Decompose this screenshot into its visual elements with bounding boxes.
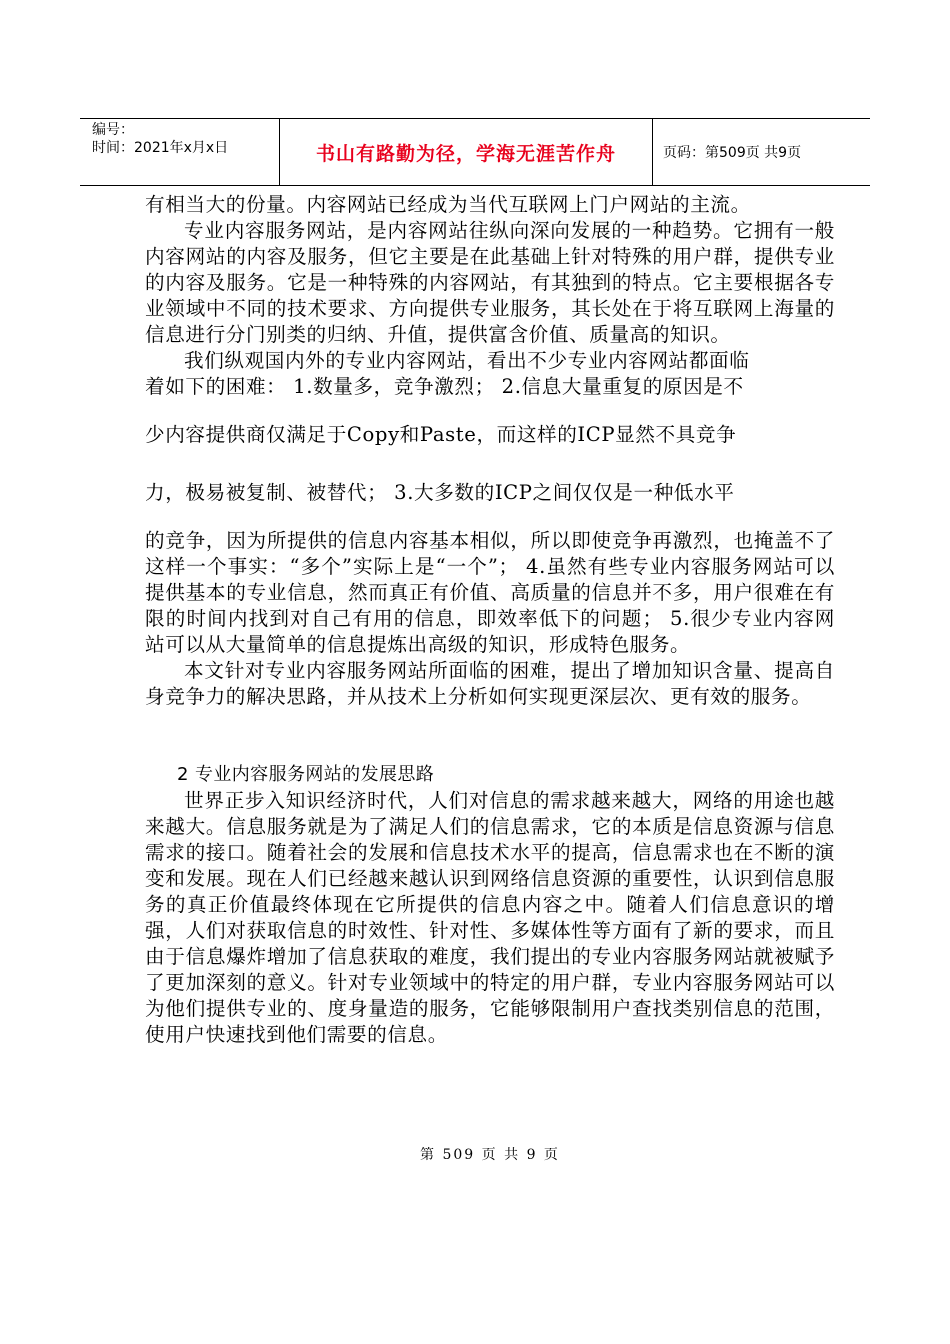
header-motto: 书山有路勤为径，学海无涯苦作舟 — [280, 119, 653, 185]
paragraph-3-line-2: 着如下的困难： 1.数量多，竞争激烈； 2.信息大量重复的原因是不 — [145, 375, 744, 398]
header-meta — [80, 119, 280, 185]
paragraph-4: 本文针对专业内容服务网站所面临的困难，提出了增加知识含量、提高自身竞争力的解决思路，并从技术上分析如何实现更深层次、更有效的服务。 — [145, 659, 835, 708]
document-header — [80, 118, 870, 186]
paragraph-3-line-3: 少内容提供商仅满足于Copy和Paste，而这样的ICP显然不具竞争 — [145, 423, 737, 446]
paragraph-3-line-1: 我们纵观国内外的专业内容网站，看出不少专业内容网站都面临 — [184, 349, 750, 372]
header-page-info: 页码：第509页 共9页 — [663, 145, 802, 161]
document-body — [145, 192, 835, 1048]
paragraph-2: 专业内容服务网站，是内容网站往纵向深向发展的一种趋势。它拥有一般内容网站的内容及服务，但它主要是在此基础上针对特殊的用户群，提供专业的内容及服务。它是一种特殊的内容网站，有其独到的特点。它主要根据各专业领域中不同的技术要求、方向提供专业服务，其长处在于将互联网上海量的信息进行分门别类的归纳、升值，提供富含价值、质量高的知识。 — [145, 219, 835, 346]
section-heading-2: 2 专业内容服务网站的发展思路 — [177, 764, 435, 785]
page-footer: 第 509 页 共 9 页 — [420, 1147, 560, 1163]
number-label: 编号： — [92, 122, 134, 138]
paragraph-5: 世界正步入知识经济时代，人们对信息的需求越来越大，网络的用途也越来越大。信息服务就是为了满足人们的信息需求，它的本质是信息资源与信息需求的接口。随着社会的发展和信息技术水平的提高，信息需求也在不断的演变和发展。现在人们已经越来越认识到网络信息资源的重要性，认识到信息服务的真正价值最终体现在它所提供的信息内容之中。随着人们信息意识的增强，人们对获取信息的时效性、针对性、多媒体性等方面有了新的要求，而且由于信息爆炸增加了信息获取的难度，我们提出的专业内容服务网站就被赋予了更加深刻的意义。针对专业领域中的特定的用户群，专业内容服务网站可以为他们提供专业的、度身量造的服务，它能够限制用户查找类别信息的范围，使用户快速找到他们需要的信息。 — [145, 789, 835, 1046]
paragraph-3-line-4: 力，极易被复制、被替代； 3.大多数的ICP之间仅仅是一种低水平 — [145, 481, 735, 504]
time-label: 时间：2021年x月x日 — [92, 140, 229, 156]
paragraph-3 — [145, 348, 835, 658]
paragraph-1: 有相当大的份量。内容网站已经成为当代互联网上门户网站的主流。 — [145, 193, 751, 216]
paragraph-3-rest: 的竞争，因为所提供的信息内容基本相似，所以即使竞争再激烈，也掩盖不了这样一个事实：“多个”实际上是“一个”； 4.虽然有些专业内容服务网站可以提供基本的专业信息，然而真正有价值、高质量的信息并不多，用户很难在有限的时间内找到对自己有用的信息，即效率低下的问题； 5.很少专业内容网站可以从大量简单的信息提炼出高级的知识，形成特色服务。 — [145, 529, 835, 656]
